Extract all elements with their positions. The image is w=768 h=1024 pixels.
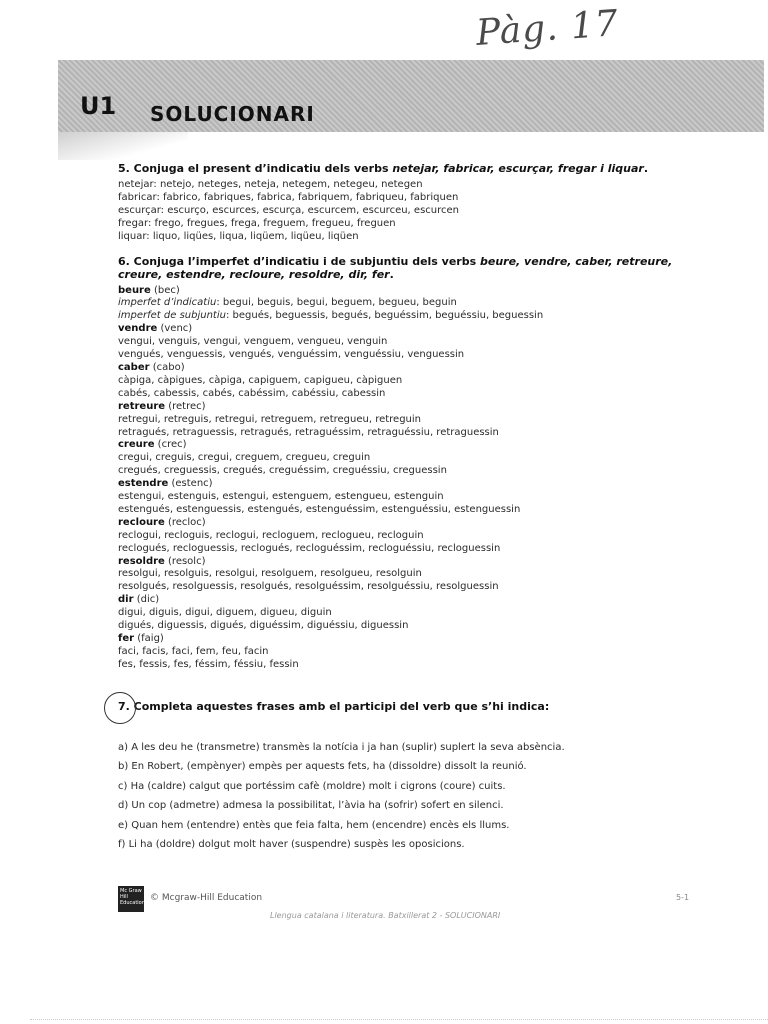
tense-label: imperfet d’indicatiu [118,297,217,309]
verb-stem: (retrec) [165,400,206,412]
verb-heading [118,323,678,336]
question-6-suffix: . [389,267,394,281]
verb-heading [118,362,678,375]
tense-forms: : begués, beguessis, begués, beguéssim, beguéssiu, beguessin [225,310,544,322]
handwritten-page-note: Pàg. 17 [474,3,621,54]
verb-name: recloure [118,516,165,528]
verb-stem: (cabo) [149,361,185,373]
answer-line: d) Un cop (admetre) admesa la possibilitat, l’àvia ha (sofrir) sofert en silenci. [118,800,504,812]
verb-heading [118,478,678,491]
verb-stem: (recloc) [164,516,206,528]
verb-conjugation-line: resolgués, resolguessis, resolgués, resolguéssim, resolguéssiu, resolguessin [118,581,499,593]
publisher-logo: Mc Graw Hill Education [118,886,144,912]
verb-indicative-line [118,297,678,310]
verb-conjugation-line: retregui, retreguis, retregui, retreguem, retregueu, retreguin [118,413,421,425]
verb-heading [118,439,678,452]
verb-subjunctive-line [118,310,678,323]
verb-conjugation-line: digui, diguis, digui, diguem, digueu, diguin [118,607,332,619]
verb-heading [118,401,678,414]
copyright-text: © Mcgraw-Hill Education [150,893,263,903]
verb-stem: (estenc) [168,478,213,490]
verb-conjugation-line: cabés, cabessis, cabés, cabéssim, cabéssiu, cabessin [118,387,386,399]
verb-conjugation-line: cregués, creguessis, cregués, creguéssim, creguéssiu, creguessin [118,465,447,477]
verb-name: creure [118,439,155,451]
verb-name: estendre [118,478,169,490]
footer-subtitle: Llengua catalana i literatura. Batxillerat 2 - SOLUCIONARI [270,911,501,920]
question-6-title [118,255,678,281]
q5-line: fabricar: fabrico, fabriques, fabrica, fabriquem, fabriqueu, fabriquen [118,191,459,203]
q5-line: escurçar: escurço, escurces, escurça, escurcem, escurceu, escurcen [118,204,459,216]
verb-heading [118,556,678,569]
verb-name: dir [118,594,134,606]
verb-stem: (bec) [150,284,180,296]
verb-heading [118,517,678,530]
q5-line: netejar: netejo, neteges, neteja, netegem, netegeu, netegen [118,179,423,190]
verb-stem: (crec) [154,439,187,451]
verb-conjugation-line: vengui, venguis, vengui, venguem, vengueu, venguin [118,336,388,348]
page-title: SOLUCIONARI [150,102,315,126]
question-7-answers [118,738,565,854]
verbs-list [118,323,678,671]
question-5-verbs: netejar, fabricar, escurçar, fregar i liquar [392,162,644,175]
answer-line: e) Quan hem (entendre) entès que feia falta, hem (encendre) encès els llums. [118,819,510,831]
verb-conjugation-line: estengués, estenguessis, estengués, estenguéssim, estenguéssiu, estenguessin [118,503,521,515]
answer-line: b) En Robert, (empènyer) empès per aquests fets, ha (dissoldre) dissolt la reunió. [118,761,527,773]
verb-stem: (resolc) [164,555,206,567]
verb-name: caber [118,361,150,373]
exercise-content [118,162,678,672]
verb-conjugation-line: digués, diguessis, digués, diguéssim, diguéssiu, diguessin [118,620,409,632]
answer-line: f) Li ha (doldre) dolgut molt haver (suspendre) suspès les oposicions. [118,839,465,851]
verb-conjugation-line: estengui, estenguis, estengui, estenguem, estengueu, estenguin [118,491,444,503]
q5-line: liquar: liquo, liqües, liqua, liqüem, liqüeu, liqüen [118,230,359,242]
tense-forms: : begui, beguis, begui, beguem, begueu, beguin [216,297,457,309]
verb-conjugation-line: resolgui, resolguis, resolgui, resolguem, resolgueu, resolguin [118,568,422,580]
answer-line: a) A les deu he (transmetre) transmès la notícia i ja han (suplir) suplert la seva absència. [118,742,565,753]
question-6-verbs: beure, vendre, caber, retreure, creure, estendre, recloure, resoldre, dir, fer [118,254,673,281]
verb-conjugation-line: fes, fessis, fes, féssim, féssiu, fessin [118,658,299,670]
scan-edge-line [30,1019,768,1021]
q5-line: fregar: frego, fregues, frega, freguem, fregueu, freguen [118,217,396,229]
question-5-prefix: 5. Conjuga el present d’indicatiu dels verbs [118,162,393,175]
answer-line: c) Ha (caldre) calgut que portéssim cafè (moldre) molt i cigrons (coure) cuits. [118,780,506,792]
verb-conjugation-line: cregui, creguis, cregui, creguem, cregueu, creguin [118,452,371,464]
verb-conjugation-line: vengués, venguessis, vengués, venguéssim, venguéssiu, venguessin [118,349,465,361]
question-7-number: 7. [118,700,130,713]
question-7-text: Completa aquestes frases amb el participi del verb que s’hi indica: [129,700,550,713]
question-5-title [118,162,678,175]
question-7-title [118,700,549,713]
tense-label: imperfet de subjuntiu [118,310,226,322]
banner-fade-decoration [58,132,188,160]
verb-stem: (faig) [134,633,164,644]
spacer [118,244,678,255]
verb-name: fer [118,633,135,644]
verb-conjugation-line: reclogui, recloguis, reclogui, recloguem, reclogueu, recloguin [118,529,424,541]
verb-heading [118,633,678,646]
page-number: 5-1 [676,893,690,902]
verb-stem: (dic) [133,594,160,606]
verb-heading [118,285,678,298]
handwritten-circle-mark [104,692,136,724]
verb-stem: (venc) [157,323,193,335]
verb-conjugation-line: retragués, retraguessis, retragués, retraguéssim, retraguéssiu, retraguessin [118,426,499,438]
verb-conjugation-line: càpiga, càpigues, càpiga, capiguem, capigueu, càpiguen [118,374,403,386]
verb-name: beure [118,284,151,296]
verb-name: resoldre [118,555,165,567]
verb-name: retreure [118,400,166,412]
verb-conjugation-line: faci, facis, faci, fem, feu, facin [118,645,269,657]
verb-conjugation-line: reclogués, recloguessis, reclogués, recloguéssim, recloguéssiu, recloguessin [118,542,501,554]
verb-heading [118,594,678,607]
question-5-suffix: . [643,162,649,175]
question-6-prefix: 6. Conjuga l’imperfet d’indicatiu i de subjuntiu dels verbs [118,254,480,268]
verb-name: vendre [118,323,158,335]
unit-code: U1 [80,92,117,120]
